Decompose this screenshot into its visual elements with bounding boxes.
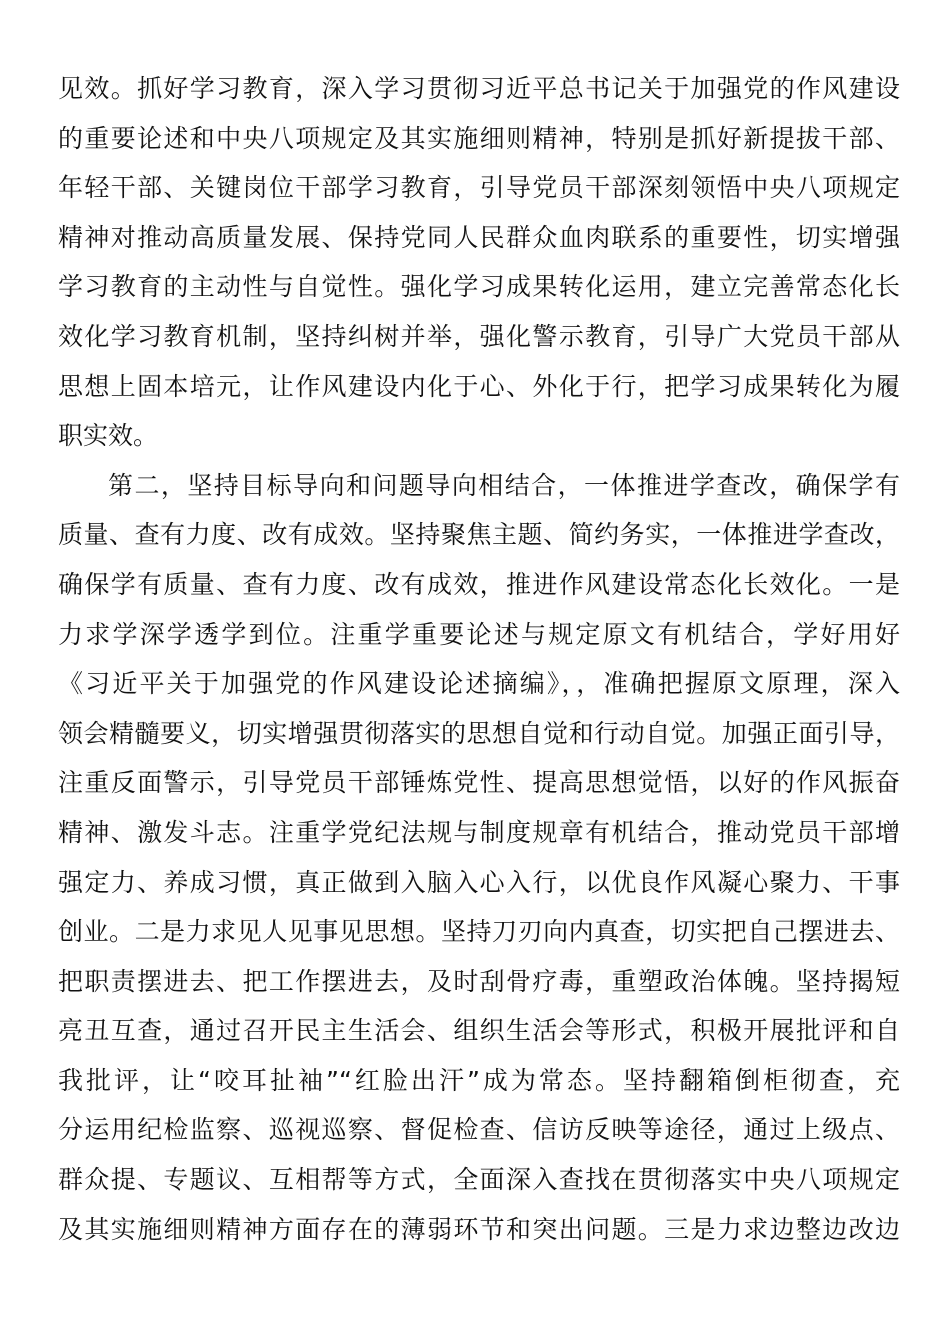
text-line: 我批评，让“咬耳扯袖”“红脸出汗”成为常态。坚持翻箱倒柜彻查，充: [58, 1065, 900, 1095]
paragraph-1: [58, 64, 900, 461]
text-line: 质量、查有力度、改有成效。坚持聚焦主题、简约务实，一体推进学查改，: [58, 520, 900, 550]
text-line: 效化学习教育机制，坚持纠树并举，强化警示教育，引导广大党员干部从: [58, 321, 900, 351]
text-line: 见效。抓好学习教育，深入学习贯彻习近平总书记关于加强党的作风建设: [58, 74, 900, 103]
text-line: 及其实施细则精神方面存在的薄弱环节和突出问题。三是力求边整边改边: [58, 1214, 900, 1244]
text-line: 群众提、专题议、互相帮等方式，全面深入查找在贯彻落实中央八项规定: [58, 1165, 900, 1195]
text-line: 力求学深学透学到位。注重学重要论述与规定原文有机结合，学好用好: [58, 619, 900, 649]
text-line: 分运用纪检监察、巡视巡察、督促检查、信访反映等途径，通过上级点、: [58, 1115, 900, 1145]
text-line: 第二，坚持目标导向和问题导向相结合，一体推进学查改，确保学有: [108, 470, 900, 500]
text-line: 精神、激发斗志。注重学党纪法规与制度规章有机结合，推动党员干部增: [58, 817, 900, 847]
text-line: 学习教育的主动性与自觉性。强化学习成果转化运用，建立完善常态化长: [58, 272, 900, 302]
text-line: 领会精髓要义，切实增强贯彻落实的思想自觉和行动自觉。加强正面引导，: [58, 718, 900, 748]
paragraph-2: [58, 461, 900, 1255]
text-line: 精神对推动高质量发展、保持党同人民群众血肉联系的重要性，切实增强: [58, 222, 900, 252]
text-line: 职实效。: [58, 421, 159, 451]
text-line: 年轻干部、关键岗位干部学习教育，引导党员干部深刻领悟中央八项规定: [58, 173, 900, 203]
text-line: 强定力、养成习惯，真正做到入脑入心入行，以优良作风凝心聚力、干事: [58, 867, 900, 897]
document-page: [58, 64, 900, 1254]
text-line: 《习近平关于加强党的作风建设论述摘编》，，准确把握原文原理，深入: [58, 669, 900, 699]
text-line: 亮丑互查，通过召开民主生活会、组织生活会等形式，积极开展批评和自: [58, 1016, 900, 1046]
text-line: 确保学有质量、查有力度、改有成效，推进作风建设常态化长效化。一是: [58, 569, 900, 599]
text-line: 的重要论述和中央八项规定及其实施细则精神，特别是抓好新提拔干部、: [58, 123, 900, 153]
text-line: 把职责摆进去、把工作摆进去，及时刮骨疗毒，重塑政治体魄。坚持揭短: [58, 966, 900, 996]
text-line: 思想上固本培元，让作风建设内化于心、外化于行，把学习成果转化为履: [58, 371, 900, 401]
text-line: 注重反面警示，引导党员干部锤炼党性、提高思想觉悟，以好的作风振奋: [58, 768, 900, 798]
text-line: 创业。二是力求见人见事见思想。坚持刀刃向内真查，切实把自己摆进去、: [58, 917, 900, 947]
